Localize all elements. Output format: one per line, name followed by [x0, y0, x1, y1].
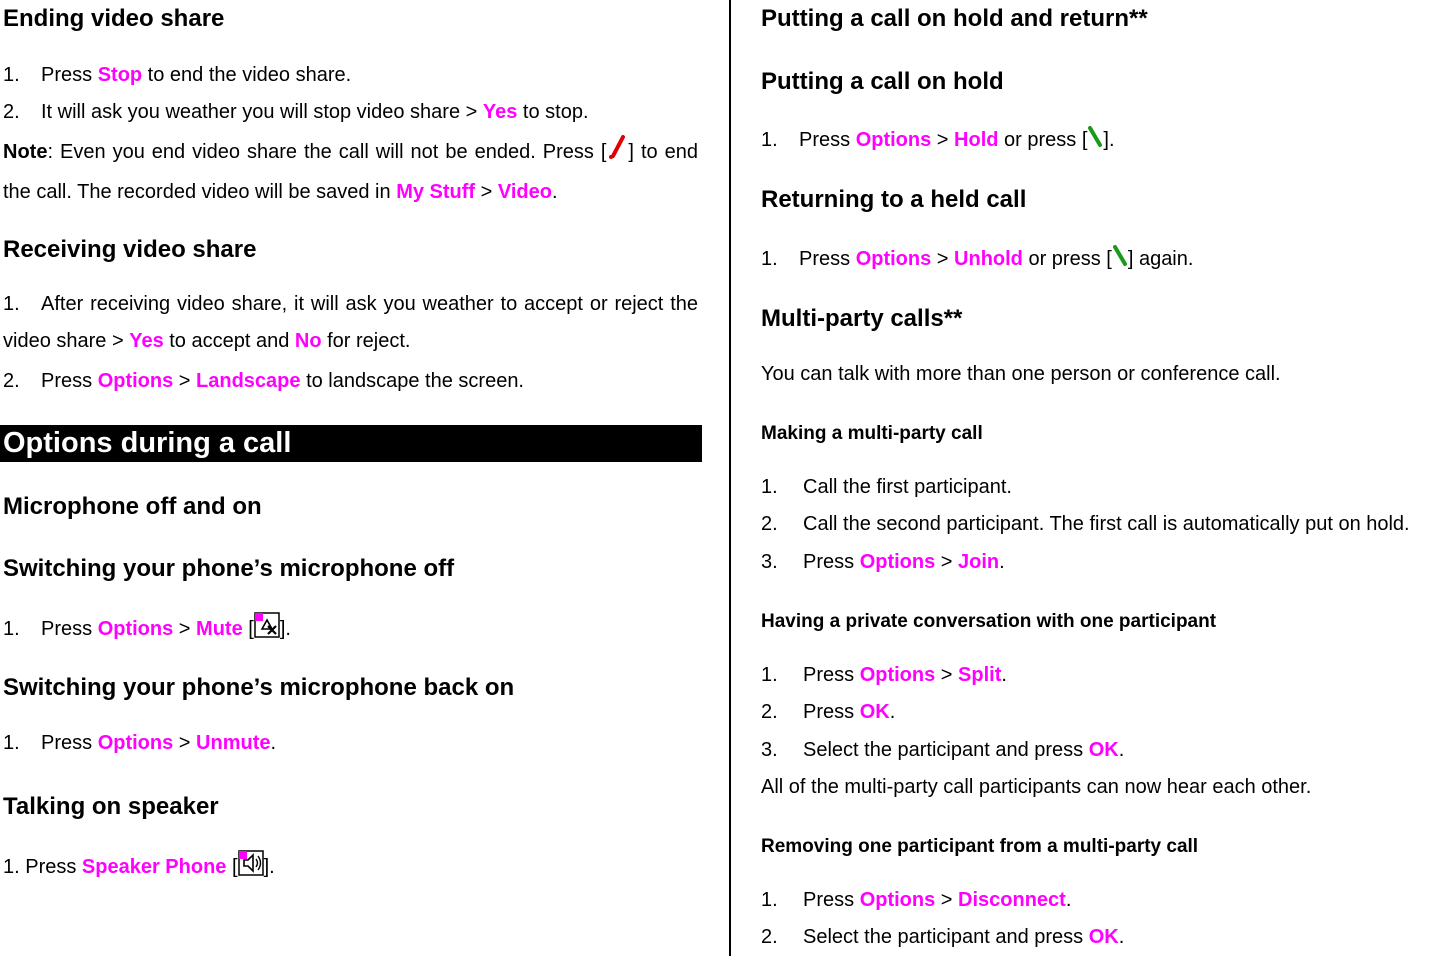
keyword-landscape: Landscape [196, 370, 301, 392]
keyword-options: Options [855, 129, 932, 151]
ending-step-1: 1. Press Stop to end the video share. [3, 64, 352, 86]
send-call-icon [1112, 244, 1128, 274]
subsection-title-mic-on: Switching your phone’s microphone back on [3, 674, 515, 701]
column-divider [729, 0, 731, 956]
receiving-step-2: 2. Press Options > Landscape to landscape the screen. [3, 370, 524, 392]
keyword-options: Options [97, 618, 174, 640]
ending-note: Note: Even you end video share the call will not be ended. Press [ ] to end the call. The recorded video will be saved in My Stuff > Video. [3, 134, 698, 211]
section-title-ending-video-share: Ending video share [3, 5, 225, 32]
private-step-2: 2. Press OK. [761, 701, 896, 723]
unhold-step: 1. Press Options > Unhold or press [ ] again. [761, 244, 1193, 274]
section-title-receiving-video-share: Receiving video share [3, 236, 257, 263]
keyword-options: Options [855, 248, 932, 270]
keyword-options: Options [859, 551, 936, 573]
speaker-icon [238, 850, 264, 882]
subsection-title-private-conversation: Having a private conversation with one participant [761, 611, 1217, 632]
subsection-title-making-multi-party: Making a multi-party call [761, 423, 983, 444]
keyword-join: Join [958, 551, 1000, 573]
keyword-my-stuff: My Stuff [396, 181, 476, 203]
speaker-step: 1. Press Speaker Phone [ ]. [3, 850, 275, 882]
keyword-yes: Yes [129, 330, 164, 352]
removing-step-1: 1. Press Options > Disconnect. [761, 889, 1072, 911]
mic-on-step: 1. Press Options > Unmute. [3, 732, 277, 754]
mute-icon [254, 612, 280, 644]
keyword-stop: Stop [97, 64, 143, 86]
keyword-speaker-phone: Speaker Phone [81, 856, 227, 878]
section-title-hold-return: Putting a call on hold and return** [761, 5, 1148, 32]
making-step-1: 1. Call the first participant. [761, 476, 1012, 498]
section-title-microphone: Microphone off and on [3, 493, 262, 520]
subsection-title-removing-participant: Removing one participant from a multi-party call [761, 836, 1199, 857]
keyword-split: Split [958, 664, 1002, 686]
multi-party-intro: You can talk with more than one person or conference call. [761, 363, 1281, 385]
keyword-options: Options [97, 732, 174, 754]
receiving-step-1: 1. After receiving video share, it will ask you weather to accept or reject the video share > Yes to accept and No for reject. [3, 293, 698, 352]
keyword-ok: OK [1088, 739, 1119, 761]
keyword-options: Options [859, 889, 936, 911]
keyword-disconnect: Disconnect [958, 889, 1066, 911]
keyword-unhold: Unhold [954, 248, 1023, 270]
mic-off-step: 1. Press Options > Mute [ ]. [3, 612, 291, 644]
private-step-3: 3. Select the participant and press OK. [761, 739, 1125, 761]
hold-step: 1. Press Options > Hold or press [ ]. [761, 125, 1115, 155]
subsection-title-returning: Returning to a held call [761, 186, 1027, 213]
private-step-1: 1. Press Options > Split. [761, 664, 1007, 686]
keyword-no: No [294, 330, 322, 352]
keyword-yes: Yes [482, 101, 518, 123]
keyword-unmute: Unmute [196, 732, 271, 754]
private-after-note: All of the multi-party call participants can now hear each other. [761, 776, 1312, 798]
chapter-banner: Options during a call [0, 425, 702, 462]
making-step-2: 2. Call the second participant. The first call is automatically put on hold. [761, 513, 1410, 535]
keyword-options: Options [97, 370, 174, 392]
keyword-video: Video [497, 181, 552, 203]
send-call-icon [1087, 125, 1103, 155]
removing-step-2: 2. Select the participant and press OK. [761, 926, 1125, 948]
keyword-ok: OK [1088, 926, 1119, 948]
subsection-title-putting-on-hold: Putting a call on hold [761, 68, 1004, 95]
keyword-mute: Mute [196, 618, 243, 640]
section-title-speaker: Talking on speaker [3, 793, 219, 820]
keyword-ok: OK [859, 701, 890, 723]
subsection-title-mic-off: Switching your phone’s microphone off [3, 555, 455, 582]
keyword-hold: Hold [954, 129, 999, 151]
end-call-icon [606, 135, 628, 174]
ending-step-2: 2. It will ask you weather you will stop video share > Yes to stop. [3, 101, 589, 123]
keyword-options: Options [859, 664, 936, 686]
section-title-multi-party: Multi-party calls** [761, 305, 963, 332]
making-step-3: 3. Press Options > Join. [761, 551, 1005, 573]
